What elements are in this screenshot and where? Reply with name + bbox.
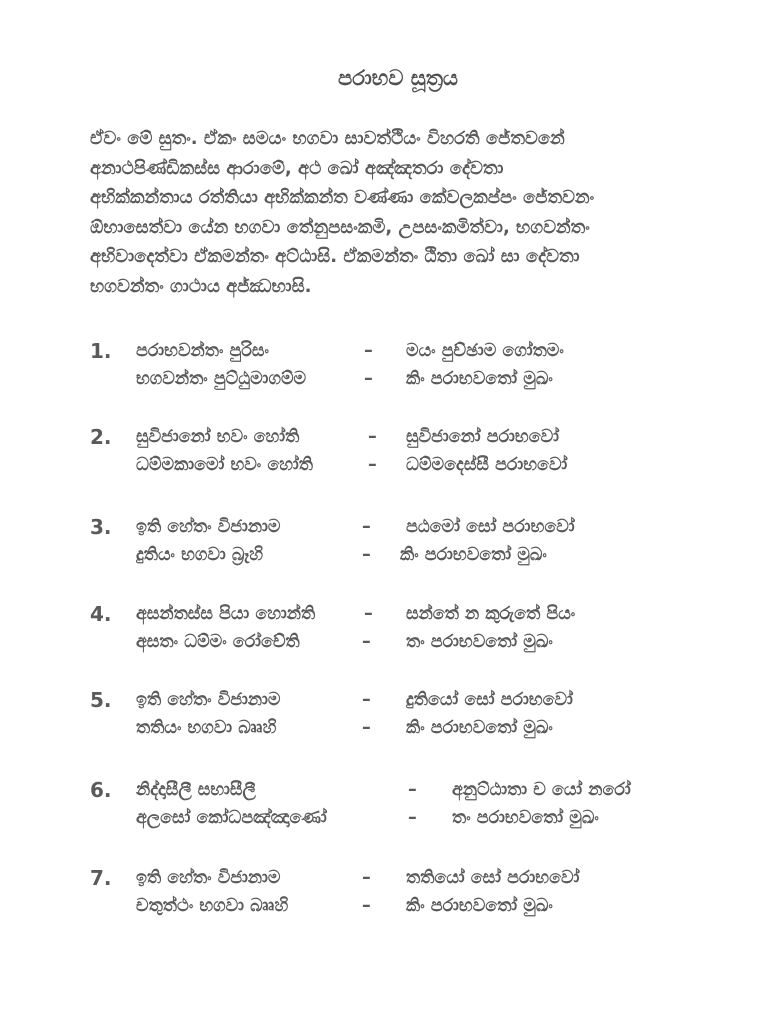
verse-number: 2. (90, 425, 112, 449)
verse-line-first-half: ඉති හේතං විජානාම (136, 868, 281, 888)
verse-line-first-half: දුතියං භගවා බ්‍රෑහි (136, 545, 263, 565)
verse-line-second-half: කිං පරාභවතෝ මුඛං (406, 369, 553, 389)
verse-line-second-half: මයං පුච්ඡාම ගෝතමං (406, 341, 564, 361)
intro-line: ඕභාසෙත්වා යේන භගවා තේනුපසංකමි, උපසංකමිත්වා, භගවන්තං (90, 216, 590, 238)
dash: – (362, 632, 371, 652)
verse-line-second-half: තං පරාභවතෝ මුඛං (452, 808, 599, 828)
verse-line (136, 341, 756, 369)
verse-line-first-half: තතියං භගවා බෲහි (136, 718, 277, 738)
verse-number: 3. (90, 515, 112, 539)
verse-line (136, 455, 756, 483)
verse-line (136, 427, 756, 455)
dash: – (362, 896, 371, 916)
page-title: පරාභව සූත්‍රය (338, 66, 458, 90)
verse-line (136, 718, 756, 746)
verse-line (136, 632, 756, 660)
dash: – (362, 868, 371, 888)
dash: – (364, 604, 373, 624)
verse-line-second-half: අනුට්ඨාතා ච යෝ නරෝ (452, 780, 631, 800)
verse-line-second-half: තං පරාභවතෝ මුඛං (406, 632, 553, 652)
verse-line (136, 896, 756, 924)
verse-line (136, 868, 756, 896)
verse-line-second-half: සුවිජානෝ පරාභවෝ (406, 427, 559, 447)
dash: – (368, 455, 377, 475)
verse-line-second-half: කිං පරාභවතෝ මුඛං (400, 545, 547, 565)
verse-line-second-half: කිං පරාභවතෝ මුඛං (406, 718, 553, 738)
dash: – (408, 780, 417, 800)
dash: – (362, 517, 371, 537)
verse-number: 7. (90, 866, 112, 890)
verse-line (136, 780, 756, 808)
verse-number: 1. (90, 339, 112, 363)
verse-line-first-half: පරාභවන්තං පුරිසං (136, 341, 269, 361)
verse-line-second-half: දුතියෝ සෝ පරාභවෝ (406, 690, 573, 710)
verse-line (136, 808, 756, 836)
verse-line-first-half: අසන්තස්ස පියා හොන්ති (136, 604, 316, 624)
verse-line-second-half: සන්තේ න කුරුතේ පියං (406, 604, 576, 624)
verse-line-first-half: නිද්දාසීලී සභාසීලී (136, 780, 256, 800)
dash: – (362, 545, 371, 565)
verse-line-second-half: කිං පරාභවතෝ මුඛං (406, 896, 553, 916)
verse-line-first-half: ඉති හේතං විජානාම (136, 517, 281, 537)
intro-paragraph (90, 124, 710, 301)
verse-line-first-half: ඉති හේතං විජානාම (136, 690, 281, 710)
verse-line (136, 604, 756, 632)
verse-line-second-half: පඨමෝ සෝ පරාභවෝ (406, 517, 575, 537)
intro-line: අභික්කන්තාය රත්තියා අභික්කන්ත වණ්ණා කේවලකප්පං ජේතවනං (90, 187, 595, 208)
dash: – (368, 427, 377, 447)
verse-number: 5. (90, 688, 112, 712)
intro-line: අභිවාදෙත්වා ඒකමන්තං අට්ඨාසි. ඒකමන්තං ඨිතා ඛෝ සා දේවතා (90, 246, 580, 267)
verse-line-first-half: සුවිජානෝ භවං හෝති (136, 427, 300, 447)
verse-line-first-half: ධම්මකාමෝ භවං හෝති (136, 455, 313, 475)
verse-line-first-half: අලසෝ කෝධපඤ්ඤාණෝ (136, 808, 327, 828)
verse-number: 6. (90, 778, 112, 802)
verse-line (136, 690, 756, 718)
intro-line: ඒවං මේ සුතං. ඒකං සමයං භගවා සාවත්ථියං විහරති ජේතවනේ (90, 128, 565, 149)
intro-line: අනාථපිණ්ඩිකස්ස ආරාමේ, අථ ඛෝ අඤ්ඤතරා දේවතා (90, 157, 504, 179)
verse-line (136, 517, 756, 545)
dash: – (362, 690, 371, 710)
verse-line-first-half: අසතං ධම්මං රෝචේති (136, 632, 300, 652)
dash: – (362, 718, 371, 738)
verse-line-second-half: ධම්මදෙස්සී පරාභවෝ (406, 455, 568, 475)
verse-line (136, 545, 756, 573)
verse-number: 4. (90, 602, 112, 626)
verse-line (136, 369, 756, 397)
verse-line-first-half: චතුත්ථං භගවා බෲහි (136, 896, 289, 916)
verse-line-first-half: භගවන්තං පුට්ඨුමාගම්ම (136, 369, 307, 389)
verse-line-second-half: තතියෝ සෝ පරාභවෝ (406, 868, 580, 888)
dash: – (408, 808, 417, 828)
dash: – (364, 369, 373, 389)
dash: – (364, 341, 373, 361)
intro-line: භගවන්තං ගාථාය අජ්ඣභාසි. (90, 275, 312, 297)
